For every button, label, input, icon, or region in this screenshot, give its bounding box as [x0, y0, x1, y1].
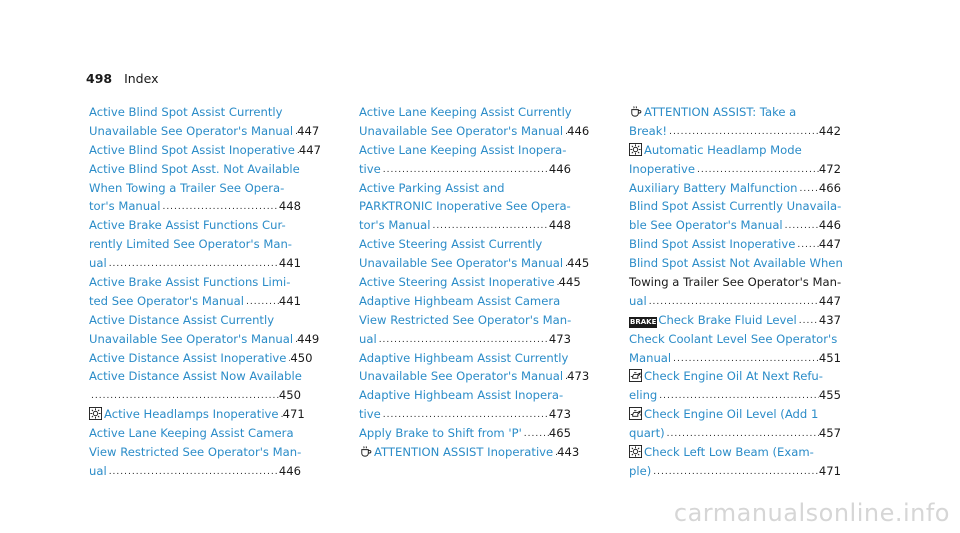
- index-entry-label: Unavailable See Operator's Manual: [359, 123, 564, 138]
- index-entry-label: Manual: [629, 350, 672, 365]
- index-entry-label: Active Blind Spot Asst. Not Available: [89, 161, 300, 176]
- index-entry-line[interactable]: [359, 141, 571, 160]
- index-entry-label: View Restricted See Operator's Man-: [89, 445, 302, 460]
- index-entry-label: Adaptive Highbeam Assist Currently: [359, 350, 569, 365]
- index-entry-label: Check Engine Oil At Next Refu-: [644, 369, 823, 384]
- section-title: Index: [124, 71, 159, 86]
- index-entry-label: When Towing a Trailer See Opera-: [89, 180, 285, 195]
- coffee-cup-icon: [629, 105, 644, 119]
- index-entry-line[interactable]: [89, 273, 301, 292]
- index-entry-text[interactable]: [629, 141, 802, 160]
- index-entry-line[interactable]: [359, 273, 581, 292]
- page-reference[interactable]: 448: [278, 199, 301, 214]
- index-entry-line[interactable]: [359, 216, 571, 235]
- index-entry-line[interactable]: [89, 405, 305, 424]
- index-entry-label: ATTENTION ASSIST: Take a: [644, 105, 797, 119]
- page-reference[interactable]: 465: [548, 426, 571, 441]
- index-entry-line[interactable]: [629, 386, 841, 405]
- index-entry-line[interactable]: [89, 424, 301, 443]
- index-entry-text[interactable]: [629, 122, 667, 141]
- page-reference[interactable]: 441: [278, 256, 301, 271]
- index-entry-line[interactable]: [629, 160, 841, 179]
- index-entry-text[interactable]: [89, 443, 301, 462]
- index-entry-line[interactable]: [629, 254, 841, 273]
- index-entry-label: Active Brake Assist Functions Cur-: [89, 218, 286, 233]
- index-entry-line[interactable]: [359, 197, 571, 216]
- index-entry-line[interactable]: [359, 311, 571, 330]
- index-entry-label: Active Steering Assist Inoperative: [359, 275, 555, 290]
- page-reference[interactable]: 446: [548, 161, 571, 176]
- index-entry-line[interactable]: [359, 254, 590, 273]
- index-entry-text[interactable]: [359, 235, 542, 254]
- index-column-1: [89, 103, 322, 481]
- index-entry-line[interactable]: [359, 122, 590, 141]
- dot-leader: [695, 160, 819, 179]
- page-reference[interactable]: 446: [278, 463, 301, 478]
- index-entry-line[interactable]: [629, 405, 841, 424]
- page-reference[interactable]: 451: [818, 350, 841, 365]
- index-entry-line[interactable]: [89, 235, 301, 254]
- index-entry-label: Check Left Low Beam (Exam-: [644, 445, 814, 460]
- page-reference[interactable]: 442: [818, 123, 841, 138]
- index-entry-label: ATTENTION ASSIST Inoperative: [374, 445, 554, 460]
- index-entry-label: Active Distance Assist Inoperative: [89, 350, 287, 365]
- index-entry-text[interactable]: [359, 349, 568, 368]
- index-entry-line[interactable]: [359, 424, 571, 443]
- page-reference[interactable]: 455: [818, 388, 841, 403]
- dot-leader: [651, 462, 819, 481]
- index-entry-line[interactable]: [359, 179, 571, 198]
- page-reference[interactable]: 472: [818, 161, 841, 176]
- index-entry-line[interactable]: [89, 349, 313, 368]
- index-entry-text[interactable]: [629, 462, 651, 481]
- dot-leader: [522, 424, 549, 443]
- index-entry-label: ual: [89, 463, 107, 478]
- index-entry-line[interactable]: [629, 216, 841, 235]
- index-entry-text[interactable]: [89, 405, 279, 424]
- index-entry-text[interactable]: [359, 103, 572, 122]
- index-entry-text[interactable]: [89, 273, 290, 292]
- index-entry-text[interactable]: [629, 216, 783, 235]
- index-entry-line[interactable]: [629, 349, 841, 368]
- index-column-2: [359, 103, 590, 462]
- index-entry-label: Blind Spot Assist Not Available When: [629, 256, 843, 271]
- index-entry-text[interactable]: [89, 235, 292, 254]
- index-entry-line[interactable]: [89, 386, 301, 405]
- index-entry-text[interactable]: [89, 424, 294, 443]
- index-entry-line[interactable]: [89, 197, 301, 216]
- page-reference[interactable]: 466: [818, 180, 841, 195]
- dot-leader: [107, 254, 279, 273]
- dot-leader: [160, 197, 278, 216]
- index-entry-text[interactable]: [629, 160, 695, 179]
- index-entry-label: Active Lane Keeping Assist Inopera-: [359, 142, 567, 157]
- dot-leader: [381, 160, 549, 179]
- index-entry-text[interactable]: [359, 273, 555, 292]
- index-entry-text[interactable]: [629, 235, 795, 254]
- index-entry-text[interactable]: [89, 311, 274, 330]
- dot-leader: [430, 216, 548, 235]
- page-reference[interactable]: 447: [298, 142, 322, 157]
- index-entry-label: Towing a Trailer See Operator's Man-: [629, 275, 842, 290]
- index-entry-text[interactable]: [359, 216, 430, 235]
- page-reference[interactable]: 450: [290, 350, 313, 365]
- index-entry-text[interactable]: [89, 349, 286, 368]
- page-reference[interactable]: 473: [548, 331, 571, 346]
- index-entry-label: Active Lane Keeping Assist Currently: [359, 105, 572, 119]
- dot-leader: [381, 405, 549, 424]
- page-reference[interactable]: 448: [548, 218, 571, 233]
- index-entry-text[interactable]: [359, 311, 571, 330]
- index-entry-text[interactable]: [629, 349, 671, 368]
- index-entry-line[interactable]: [89, 292, 301, 311]
- index-entry-line[interactable]: [359, 386, 571, 405]
- index-entry-line[interactable]: [359, 349, 571, 368]
- index-entry-label: Active Blind Spot Assist Inoperative: [89, 142, 295, 157]
- dot-leader: [783, 216, 819, 235]
- index-entry-text[interactable]: [359, 424, 522, 443]
- index-entry-text[interactable]: [359, 179, 505, 198]
- index-entry-label: Unavailable See Operator's Manual: [359, 256, 564, 271]
- index-entry-line[interactable]: [89, 443, 301, 462]
- index-entry-line[interactable]: [359, 160, 571, 179]
- index-entry-label: Inoperative: [629, 161, 695, 176]
- index-entry-label: tive: [359, 407, 381, 422]
- index-entry-text[interactable]: [359, 254, 563, 273]
- index-entry-line[interactable]: [359, 235, 571, 254]
- index-entry-text[interactable]: [629, 443, 814, 462]
- index-entry-label: Unavailable See Operator's Manual: [89, 123, 294, 138]
- index-entry-line[interactable]: [359, 367, 590, 386]
- index-entry-line[interactable]: [629, 179, 841, 198]
- index-entry-text[interactable]: [629, 330, 837, 349]
- index-entry-line[interactable]: [629, 311, 841, 330]
- index-entry-text[interactable]: [359, 122, 563, 141]
- headlamp-icon: [629, 445, 644, 459]
- oil-can-icon: [629, 407, 644, 421]
- index-entry-text[interactable]: [359, 330, 377, 349]
- index-entry-line[interactable]: [629, 273, 841, 292]
- index-entry-line[interactable]: [629, 443, 841, 462]
- index-entry-label: Automatic Headlamp Mode: [644, 142, 802, 157]
- index-entry-label: tor's Manual: [89, 199, 161, 214]
- index-entry-line[interactable]: [629, 330, 841, 349]
- page-reference[interactable]: 471: [818, 463, 841, 478]
- index-entry-text[interactable]: [89, 254, 107, 273]
- index-entry-text[interactable]: [359, 141, 566, 160]
- dot-leader: [665, 424, 819, 443]
- page-reference[interactable]: 471: [282, 407, 305, 422]
- index-entry-label: Check Engine Oil Level (Add 1: [644, 407, 819, 422]
- index-entry-text[interactable]: [359, 197, 571, 216]
- index-entry-label: ual: [89, 256, 107, 271]
- index-entry-text[interactable]: [629, 254, 843, 273]
- index-entry-label: ple): [629, 463, 652, 478]
- index-entry-line[interactable]: [89, 216, 301, 235]
- index-entry-label: Blind Spot Assist Currently Unavaila-: [629, 199, 842, 214]
- index-entry-text[interactable]: [359, 292, 560, 311]
- index-entry-text[interactable]: [629, 103, 796, 122]
- index-entry-line[interactable]: [89, 179, 301, 198]
- index-entry-line[interactable]: [89, 141, 322, 160]
- index-entry-label: ble See Operator's Manual: [629, 218, 783, 233]
- dot-leader: [667, 122, 819, 141]
- dot-leader: [671, 349, 819, 368]
- watermark: carmanualsonline.info: [673, 499, 950, 527]
- dot-leader: [107, 462, 279, 481]
- page-reference[interactable]: 450: [278, 388, 301, 403]
- index-entry-text[interactable]: [89, 292, 244, 311]
- index-entry-label: Adaptive Highbeam Assist Camera: [359, 293, 561, 308]
- page-reference[interactable]: 447: [818, 237, 841, 252]
- index-entry-text[interactable]: [629, 197, 841, 216]
- headlamp-icon: [89, 407, 104, 421]
- page-reference[interactable]: 445: [567, 256, 590, 271]
- index-entry-line[interactable]: [359, 443, 580, 462]
- index-entry-line[interactable]: [629, 141, 841, 160]
- page-reference[interactable]: 446: [567, 123, 590, 138]
- dot-leader: [657, 386, 819, 405]
- index-entry-label: Unavailable See Operator's Manual: [359, 369, 564, 384]
- index-entry-line[interactable]: [629, 462, 841, 481]
- index-entry-text[interactable]: [89, 367, 302, 386]
- index-entry-text[interactable]: [359, 367, 563, 386]
- index-entry-text[interactable]: [359, 405, 381, 424]
- page-reference[interactable]: 437: [818, 312, 841, 327]
- index-entry-label: Break!: [629, 123, 668, 138]
- index-entry-text[interactable]: [629, 311, 797, 330]
- index-entry-text[interactable]: [89, 141, 295, 160]
- index-entry-label: View Restricted See Operator's Man-: [359, 312, 572, 327]
- index-entry-line[interactable]: [89, 462, 301, 481]
- dot-leader: [89, 386, 279, 405]
- index-entry-text[interactable]: [629, 367, 823, 386]
- page-reference[interactable]: 449: [297, 331, 320, 346]
- index-entry-line[interactable]: [629, 292, 841, 311]
- index-entry-text[interactable]: [629, 424, 665, 443]
- page-reference[interactable]: 445: [558, 275, 581, 290]
- index-entry-text[interactable]: [359, 160, 381, 179]
- page-reference[interactable]: 447: [297, 123, 320, 138]
- index-entry-label: quart): [629, 426, 665, 441]
- index-entry-label: Active Steering Assist Currently: [359, 237, 543, 252]
- index-entry-label: Active Lane Keeping Assist Camera: [89, 426, 294, 441]
- index-entry-label: ual: [629, 293, 647, 308]
- index-entry-line[interactable]: [89, 311, 301, 330]
- index-entry-label: Check Coolant Level See Operator's: [629, 331, 838, 346]
- index-entry-label: ual: [359, 331, 377, 346]
- index-entry-line[interactable]: [629, 122, 841, 141]
- index-entry-label: tive: [359, 161, 381, 176]
- index-entry-text[interactable]: [359, 443, 553, 462]
- index-entry-text[interactable]: [89, 216, 286, 235]
- index-entry-text[interactable]: [629, 273, 841, 292]
- index-entry-line[interactable]: [629, 235, 841, 254]
- index-entry-label: Active Parking Assist and: [359, 180, 505, 195]
- index-entry-line[interactable]: [359, 292, 571, 311]
- index-entry-text[interactable]: [89, 330, 293, 349]
- coffee-cup-icon: [359, 445, 374, 459]
- index-entry-line[interactable]: [629, 103, 841, 122]
- page-reference[interactable]: 443: [557, 445, 580, 460]
- page-reference[interactable]: 441: [278, 293, 301, 308]
- index-entry-text[interactable]: [629, 292, 647, 311]
- index-entry-label: rently Limited See Operator's Man-: [89, 237, 292, 252]
- index-entry-line[interactable]: [89, 254, 301, 273]
- index-entry-line[interactable]: [359, 405, 571, 424]
- index-entry-text[interactable]: [89, 122, 293, 141]
- index-entry-label: Auxiliary Battery Malfunction: [629, 180, 798, 195]
- index-entry-line[interactable]: [89, 160, 301, 179]
- index-entry-label: Active Distance Assist Now Available: [89, 369, 302, 384]
- index-entry-text[interactable]: [89, 160, 300, 179]
- index-entry-line[interactable]: [89, 330, 320, 349]
- index-entry-label: Adaptive Highbeam Assist Inopera-: [359, 388, 564, 403]
- oil-can-icon: [629, 369, 644, 383]
- index-entry-text[interactable]: [629, 386, 657, 405]
- index-entry-label: Active Headlamps Inoperative: [104, 407, 279, 422]
- dot-leader: [244, 292, 279, 311]
- index-entry-label: Apply Brake to Shift from 'P': [359, 426, 522, 441]
- brake-icon: BRAKE: [630, 317, 657, 326]
- index-entry-line[interactable]: [359, 330, 571, 349]
- index-column-3: [629, 103, 841, 481]
- page-reference[interactable]: 446: [818, 218, 841, 233]
- index-entry-label: Active Blind Spot Assist Currently: [89, 105, 283, 119]
- index-entry-text[interactable]: [89, 179, 284, 198]
- index-entry-label: Active Brake Assist Functions Limi-: [89, 275, 291, 290]
- index-entry-label: Blind Spot Assist Inoperative: [629, 237, 796, 252]
- index-entry-line[interactable]: [359, 103, 571, 122]
- index-entry-label: ted See Operator's Manual: [89, 293, 244, 308]
- page-reference[interactable]: 457: [818, 426, 841, 441]
- index-entry-text[interactable]: [629, 405, 818, 424]
- index-entry-line[interactable]: [629, 197, 841, 216]
- page-reference[interactable]: 447: [818, 293, 841, 308]
- index-entry-label: Check Brake Fluid Level: [658, 312, 797, 327]
- index-entry-line[interactable]: [629, 424, 841, 443]
- page-reference[interactable]: 473: [567, 369, 590, 384]
- dot-leader: [797, 311, 819, 330]
- page-number: 498: [86, 71, 113, 86]
- index-entry-label: Unavailable See Operator's Manual: [89, 331, 294, 346]
- index-entry-line[interactable]: [89, 122, 320, 141]
- index-entry-label: Active Distance Assist Currently: [89, 312, 275, 327]
- index-entry-text[interactable]: [89, 197, 160, 216]
- index-entry-line[interactable]: [89, 367, 301, 386]
- index-entry-label: eling: [629, 388, 658, 403]
- index-entry-text[interactable]: [89, 103, 283, 122]
- dot-leader: [795, 235, 819, 254]
- index-entry-line[interactable]: [89, 103, 301, 122]
- dot-leader: [647, 292, 819, 311]
- dot-leader: [377, 330, 549, 349]
- index-entry-text[interactable]: [89, 462, 107, 481]
- page-header: [86, 71, 159, 86]
- headlamp-icon: [629, 143, 644, 157]
- dot-leader: [798, 179, 819, 198]
- index-entry-label: tor's Manual: [359, 218, 431, 233]
- page-reference[interactable]: 473: [548, 407, 571, 422]
- index-entry-label: PARKTRONIC Inoperative See Opera-: [359, 199, 571, 214]
- index-entry-text[interactable]: [359, 386, 563, 405]
- index-entry-line[interactable]: [629, 367, 841, 386]
- index-entry-text[interactable]: [629, 179, 798, 198]
